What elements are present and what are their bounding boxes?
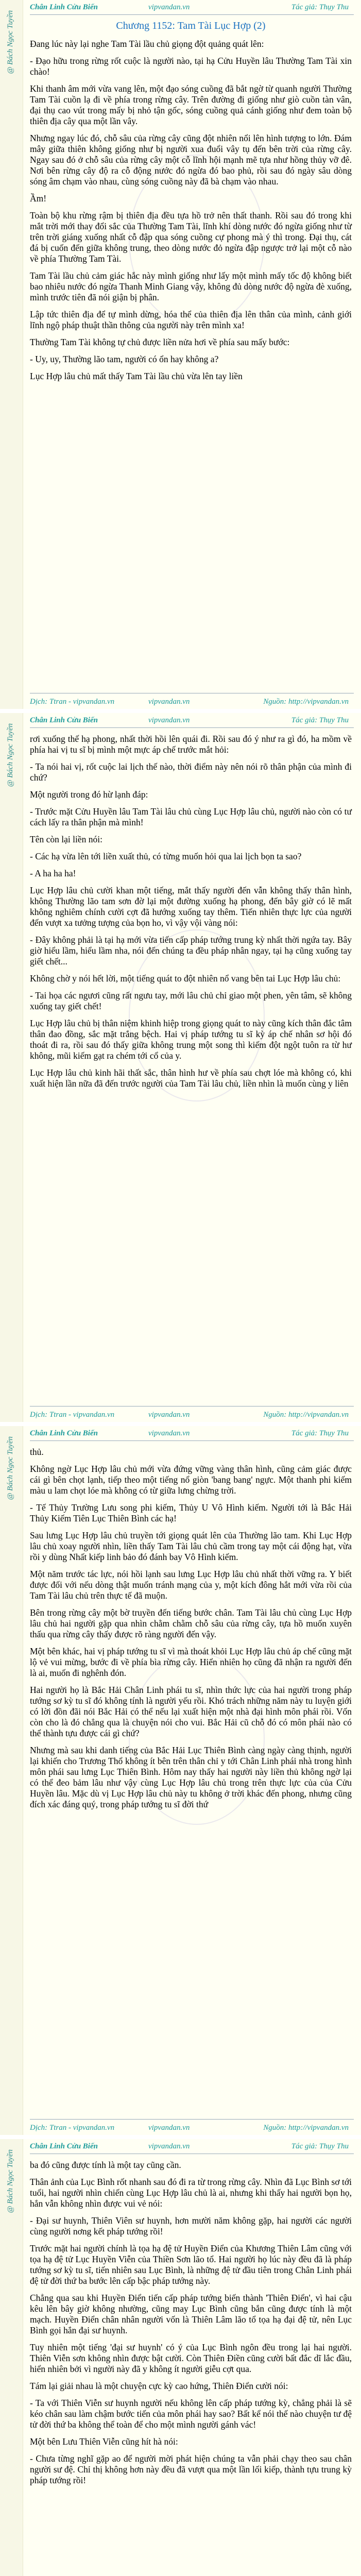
paragraph: Bên trong rừng cây một bờ truyền đến tiếng bước chân. Tam Tài lâu chủ cùng Lục Hợp lâu chủ hai người gặp qua nhìn chằm chằm chỗ sâu của rừng cây, tựa hồ muốn xuyên thấu qua rừng cây thấy được rõ ràng người đến vậy. [30, 1607, 352, 1639]
paragraph: Lục Hợp lâu chủ kinh hãi thất sắc, thân hình hư về phía sau chợt lóe mà không có, khi xuất hiện lần nữa đã đến trước người của Tam Tài lâu chủ, liền nhìn là muốn cùng y liên [30, 1067, 352, 1089]
header-site: vipvandan.vn [148, 2142, 190, 2150]
header-site: vipvandan.vn [148, 716, 190, 724]
header-site: vipvandan.vn [148, 3, 190, 11]
paragraph: - Tế Thủy Trường Lưu song phi kiếm, Thủy U Vô Hình kiếm. Người tới là Bắc Hải Thủy Kiếm Tiên Lục Thiên Bình các hạ! [30, 1502, 352, 1523]
paragraph: - Ta nói hai vị, rốt cuộc lai lịch thế nào, thời điểm này nên nói rõ thân phận của mình đi chứ? [30, 761, 352, 783]
paragraph: Thân ảnh của Lục Bình rốt nhanh sau đó đi ra từ trong rừng cây. Nhìn đã Lục Bình sơ tới tuổi, hai người nhìn chiến cùng Lục Hợp lâu chủ là ai, nhưng khi thấy hai người bọn họ, hắn vẫn không nhìn được vui vẻ nói: [30, 2177, 352, 2209]
header-author: Tác giả: Thụy Thu [291, 3, 349, 11]
paragraph: Tám lại giải nhau là một chuyện cực kỳ cao hứng, Thiên Điển cười nói: [30, 2381, 288, 2391]
footer-source: Nguồn: http://vipvandan.vn [263, 2124, 349, 2132]
paragraph: Không chờ y nói hết lời, một tiếng quát to đột nhiên nổ vang bên tai Lục Hợp lâu chủ: [30, 973, 341, 984]
paragraph: - Đạo hữu trong rừng rốt cuộc là người nào, tại hạ Cửu Huyền lâu Thường Tam Tài xin chào! [30, 56, 352, 77]
page-body [30, 1447, 352, 1816]
paragraph: Chẳng qua sau khi Huyền Điển tiến cấp pháp tướng biến thành 'Thiên Điển', vì hai cậu kêu lên bây giờ không nhường, cũng may Lục Bình cũng bắn cũng được tính là một mạch. Huyền Điển chân nhân người vốn là Thiên Lâm lão tổ tọa hạ đại đệ tử, nên Lục Bình gọi hắn đại sư huynh. [30, 2293, 352, 2335]
chapter-title: Chương 1152: Tam Tài Lục Hợp (2) [116, 20, 266, 31]
page-body [30, 734, 352, 1095]
paragraph: Thường Tam Tài không tự chủ được liền nửa hơi về phía sau mấy bước: [30, 337, 290, 347]
side-watermark-text: @ Bách Ngọc Tuyền [6, 10, 14, 74]
paragraph: Toàn bộ khu rừng rậm bị thiên địa đều tựa hồ trở nên thất thanh. Rồi sau đó trong khi mắt trời mới thay đổi sắc của Thường Tam Tài, lĩnh khí dòng nước đó ngừa giống như từ trên trời giáng xuống nhất cỗ đập qua sóng cuồng cự phong mà ý thì trong. Đại thụ, cát đá bị cuốn đến giữa không trung, theo dòng nước đỏ ngừa đập ngược trở lại một cỗ nào về phía Thường Tam Tài. [30, 210, 352, 264]
paragraph: - Trước mặt Cửu Huyền lâu Tam Tài lâu chủ cùng Lục Hợp lâu chủ, người nào còn có tư cách lấy ra thân phận mà mình! [30, 806, 352, 827]
paragraph: Lập tức thiên địa để tự mình dừng, hóa thể của thiên địa lên thân của mình, cảnh giới lĩnh ngộ pháp thuật thần thông của người này trên mình xa! [30, 309, 352, 330]
paragraph: - Tai họa các ngươi cũng rất ngưu tay, mới lâu chủ chỉ giao một phen, yên tâm, sẽ không xuống tay giết chết! [30, 990, 352, 1011]
page-body [30, 2160, 352, 2492]
header-book-title: Chân Linh Cửu Biến [30, 2142, 98, 2150]
page-footer [30, 2119, 354, 2135]
header-author: Tác giả: Thụy Thu [291, 2142, 349, 2150]
paragraph: Khi thanh âm mới vừa vang lên, một đạo sóng cuồng đã bắt ngờ từ quanh người Thường Tam Tài cuồn lạ đi về phía trong rừng cây. Trên đường đi giống như giò cuồn tàn vân, đại thụ cao vút trong mấy bị nhỏ tận gốc, sóng cuồng quả cánh giống như đem toàn bộ thiên địa cây qua một lần vây. [30, 83, 352, 126]
paragraph: Nhưng mà sau khi danh tiếng của Bắc Hải Lục Thiên Bình càng ngày càng thịnh, người lại khiến cho Trương Thổ không ít bên trên thân chỉ y tới Chân Linh phái nhà trong hình môn phái sau lưng Lục Thiên Bình. Hôm nay thấy hai người này liền thủ không ngờ lại có thể đeo bảm lâu như vậy cùng Lục Hợp lâu chủ trong trên thực lực của của Cửu Huyền lâu. Mặc dù vị Lục Hợp lâu chủ này tu không ở trời khác đến phong, nhưng cũng đích xác đáng quý, trong pháp tướng tu sĩ đời thứ [30, 1745, 352, 1809]
header-site: vipvandan.vn [148, 1429, 190, 1437]
footer-site: vipvandan.vn [148, 698, 190, 706]
paragraph: - Uy, uy, Thường lão tam, người có ổn hay không a? [30, 354, 219, 364]
side-watermark-text: @ Bách Ngọc Tuyền [6, 1436, 14, 1500]
page-footer [30, 693, 354, 709]
footer-source: Nguồn: http://vipvandan.vn [263, 1411, 349, 1419]
paragraph: Không ngờ Lục Hợp lâu chủ mới vừa đứng vững vàng thân hình, cũng cảm giác được cái gì bên chọt lạnh, tiếp theo một tiếng nổ giòn 'bang bang' ngực. Một thanh phi kiếm màu u lam chọt lóe mà không có từ giữa lưng chừng trời. [30, 1464, 352, 1496]
paragraph: Một bên khác, hai vị pháp tướng tu sĩ vì mà thoát khỏi Lục Hợp lâu chủ áp chế cũng mặt lộ vẻ vui mừng, bước đi về phía bìa rừng cây. Hiển nhiên họ cũng đã nhận ra người đến là ai, muốn đi nghênh đón. [30, 1646, 352, 1678]
page-footer [30, 1406, 354, 1422]
paragraph: Tam Tài lầu chủ cảm giác hắc này mình giống như lấy một mình mấy tốc độ không biết bao nhiêu nước đó ngừa Thanh Minh Giang vậy, không đủ dòng nước độ ngừa đè xuống, mình trước tiên đã nói giận bị phân. [30, 270, 352, 302]
footer-translator: Dịch: Ttran - vipvandan.vn [30, 2124, 115, 2132]
paragraph: Nhưng ngay lúc đó, chỗ sâu của rừng cây cũng đột nhiên nổi lên hình tượng to lớn. Đám mây giữa thiên không giống như bị người xua đuổi vây tụ đến bên trời của rừng cây. Ngay sau đó ở chỗ sâu của rừng cây một cỗ lĩnh hội mạnh mẽ tựa như hồng thủy vỡ đê. Nơi bên rừng cây độ ra cỗ động nước đó ngừa đó bao phủ, rồi sau đó ngày sâu dòng sóng âm chạm vào nhau, cùng sóng cuồng này đã bà chạm vào nhau. [30, 133, 352, 187]
paragraph: Hai người họ là Bắc Hải Chân Linh phái tu sĩ, nhìn thức lực của hai người trong pháp tướng sơ kỳ tu sĩ đó không tính là người yếu rồi. Khó trách những năm này tu luyện giới có lời đồn đãi nói Bắc Hải có thể nếu lại xuất hiện một nhà đại hình môn phái rồi. Vốn còn cho là đó chẳng qua là chuyện nói cho vui. Bắc Hải cũ chỗ đó có môn phái nào có thể thành tựu được cái gì chứ? [30, 1685, 352, 1738]
paragraph: Trước mặt hai người chính là tọa hạ đệ tử Huyền Điển của Khương Thiên Lâm cũng với tọa hạ đệ tử Lục Huyền Viễn của Thiền Sơn lão tổ. Hai người họ lúc này đều đã là pháp tướng sơ kỳ tu sĩ, tiến nhiên sau Lục Bình, là những đệ tử đầu tiên trong Chân Linh phái đệ tử đời thứ ba bước lên cấp bậc pháp tướng này. [30, 2243, 352, 2286]
paragraph: - Đây không phải là tại hạ mới vừa tiến cấp pháp tướng trung kỳ nhất thời ngứa tay. Bây giờ hiểu lầm, hiểu lầm nha, nói đến chúng ta đều pháp nhân ngay, tại hạ cũng xuống tay giết chết... [30, 935, 352, 967]
page-header [30, 1426, 354, 1441]
paragraph: Lục Hợp lâu chủ mất thấy Tam Tài lầu chủ vừa lên tay liền [30, 371, 243, 381]
paragraph: Ầm! [30, 193, 47, 204]
paragraph: Sau lưng Lục Hợp lâu chủ truyền tới giọng quát lên của Thường lão tam. Khi Lục Hợp lâu chủ xoay người nhìn, liền thấy Tam Tài lâu chủ cầm trong tay một cái động hạt, vừa rồi y dùng Nhất kiếp linh bảo đó đánh bay Vô Hình kiếm. [30, 1530, 352, 1562]
side-watermark-text: @ Bách Ngọc Tuyền [6, 723, 14, 787]
footer-translator: Dịch: Ttran - vipvandan.vn [30, 698, 115, 706]
paragraph: Một người trong đó hừ lạnh đáp: [30, 789, 148, 800]
paragraph: Lục Hợp lâu chủ bị thân niệm khinh hiệp trong giọng quát to này cũng kích thân đắc tâm thân đao đồng, sắc mặt trắng bệch. Hai vị pháp tướng tu sĩ kỳ áp chế nhân sơ hội đó thoát đi ra, rồi sau đó thấy giữa không trung một song thì kiếm đột ngột tuôn ra từ hư không, mũi kiếm gạt ra chém tới cổ của y. [30, 1018, 352, 1061]
footer-site: vipvandan.vn [148, 2124, 190, 2132]
side-strip [0, 2139, 23, 2576]
header-author: Tác giả: Thụy Thu [291, 1429, 349, 1437]
paragraph: - A ha ha ha! [30, 868, 76, 878]
paragraph: - Các hạ vừa lên tới liền xuất thủ, có từng muốn hỏi qua lai lịch bọn ta sao? [30, 851, 302, 861]
page-3 [0, 1426, 361, 2135]
page-4 [0, 2139, 361, 2576]
page-header [30, 713, 354, 728]
paragraph: Đang lúc này lại nghe Tam Tài lầu chủ giọng đột quảng quát lên: [30, 39, 264, 49]
header-book-title: Chân Linh Cửu Biến [30, 3, 98, 11]
header-author: Tác giả: Thụy Thu [291, 716, 349, 724]
paragraph: - Đại sư huynh, Thiên Viên sư huynh, hơn mười năm không gặp, hai người các người cùng người nơng kết pháp tướng rồi! [30, 2215, 352, 2236]
page-header [30, 0, 354, 15]
paragraph: Một bên Lưu Thiên Viễn cũng hít hà nói: [30, 2436, 178, 2447]
page-1 [0, 0, 361, 709]
footer-source: Nguồn: http://vipvandan.vn [263, 698, 349, 706]
side-strip [0, 713, 23, 1422]
paragraph: Tên còn lại liền nói: [30, 834, 102, 844]
header-book-title: Chân Linh Cửu Biến [30, 716, 98, 724]
footer-site: vipvandan.vn [148, 1411, 190, 1419]
page-header [30, 2139, 354, 2154]
side-strip [0, 0, 23, 709]
paragraph: ba đó cũng được tính là một tay cũng cần. [30, 2160, 181, 2170]
paragraph: Một năm trước tác lực, nói hồi lạnh sau lưng Lục Hợp lâu chủ nhất thời vững ra. Y biết được đối với nếu dòng thật muốn tránh mạng của y, một kích đông hắt mới vừa rồi của Tam Tài lâu chủ trên thực tế đã muộn. [30, 1569, 352, 1601]
header-book-title: Chân Linh Cửu Biến [30, 1429, 98, 1437]
paragraph: thủ. [30, 1447, 44, 1457]
footer-translator: Dịch: Ttran - vipvandan.vn [30, 1411, 115, 1419]
paragraph: rơi xuống thế hạ phong, nhất thời hồi lên quái đi. Rồi sau đó ý như ra gì đó, ha mồm về phía hai vị tu sĩ bị mình một mực áp chế trước mắt hỏi: [30, 734, 352, 755]
side-strip [0, 1426, 23, 2135]
paragraph: - Chưa từng nghĩ gặp ao để người mời phát hiện chúng ta vẫn phải chạy theo sau chân người sư đệ. Chỉ thị không hơn này đều đã vượt qua một lần lối kiếp, thành tựu trung kỳ pháp tướng rồi! [30, 2453, 352, 2485]
paragraph: Lục Hợp lâu chủ cười khan một tiếng, mắt thấy người đến vẫn không thấy thân hình, không Thường lão tam sơn đờ lại một đường xuống hạ phong, đến bây giờ có lẽ mất không nghiêm chính cười cợt đã hướng xuống tay thêm. Tiến nhiên thực lực của người đến vượt xa tưởng tượng của bọn ho, vì vậy vội vàng nói: [30, 885, 352, 928]
side-watermark-text: @ Bách Ngọc Tuyền [6, 2149, 14, 2213]
page-body [30, 21, 352, 388]
paragraph: Tuy nhiên một tiếng 'đại sư huynh' có ý của Lục Bình ngôn đều trong lại hai người. Thiên Viễn sơn không nhìn được bật cười. Còn Thiên Điền cũng cười bất đắc dĩ lắc đầu, hiển nhiên bởi vì người này đã y không ít người giễu cợt qua. [30, 2342, 352, 2374]
page-2 [0, 713, 361, 1422]
paragraph: - Ta với Thiên Viễn sư huynh người nếu không lên cấp pháp tướng kỳ, chẳng phải là sẽ kéo chân sau làm chậm bước tiến của môn phái hay sao? Bất kể nói thế nào chuyện tư đệ tử đời thứ ba không thể toàn để cho một mình người gánh vác! [30, 2398, 352, 2430]
